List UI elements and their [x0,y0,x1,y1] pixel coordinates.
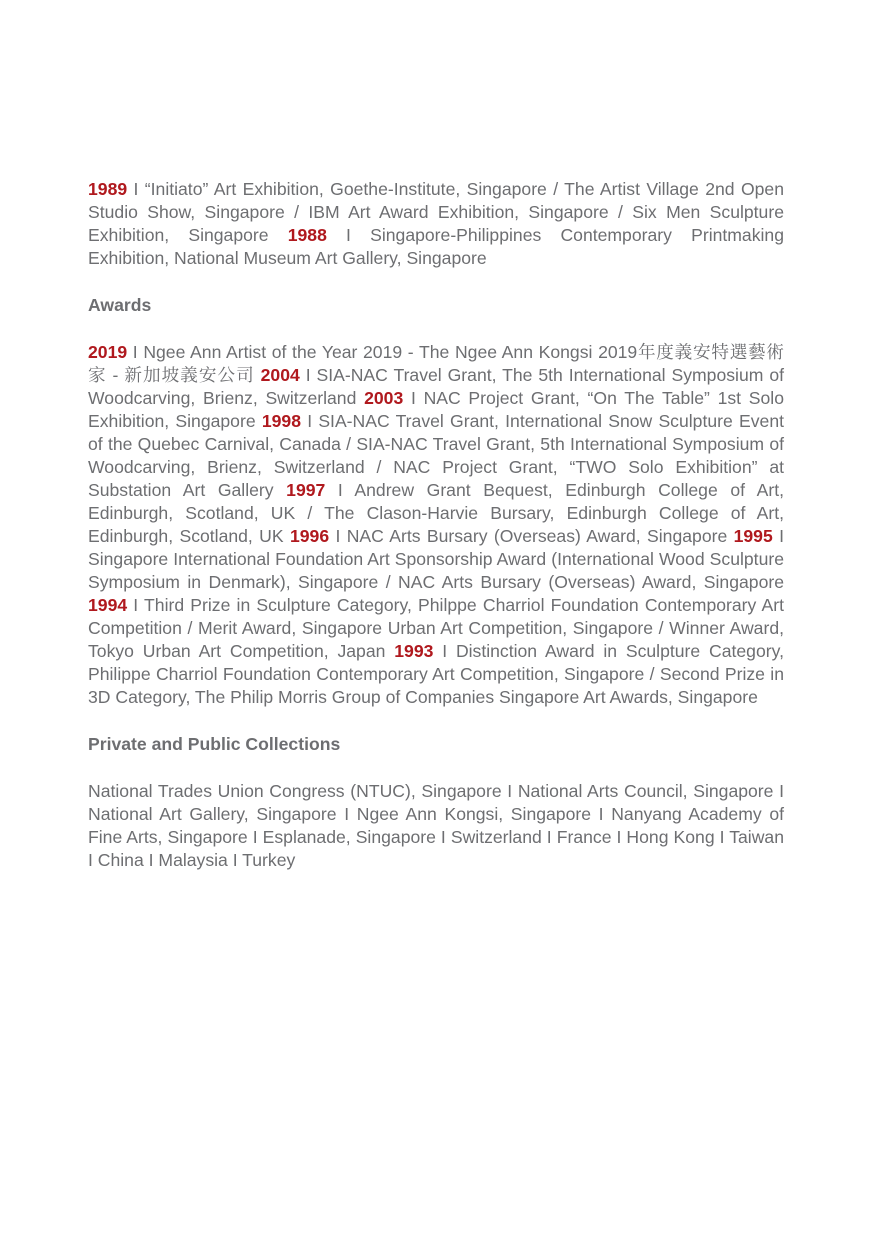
year-label: 1998 [261,411,301,431]
year-label: 1995 [733,526,773,546]
entry-text: I “Initiato” Art Exhibition, Goethe-Institute, Singapore / The Artist Village 2nd Open Studio Show, Singapore / IBM Art Award Exhibition, Singapore / Six Men Sculpture Exhibition, Singapore [88,179,784,245]
entry-text: I SIA-NAC Travel Grant, International Snow Sculpture Event of the Quebec Carnival, Canada / SIA-NAC Travel Grant, 5th International Symposium of Woodcarving, Brienz, Switzerland / NAC Project Grant, “TWO Solo Exhibition” at Substation Art Gallery [88,411,784,500]
year-label: 2003 [364,388,404,408]
entry-text: I SIA-NAC Travel Grant, The 5th International Symposium of Woodcarving, Brienz, Switzerland [88,365,784,408]
entry-text: I Ngee Ann Artist of the Year 2019 - The Ngee Ann Kongsi 2019年度義安特選藝術家 - 新加坡義安公司 [88,342,784,385]
document-page [88,178,784,872]
year-label: 1989 [88,179,128,199]
entry-text: I Singapore International Foundation Art Sponsorship Award (International Wood Sculpture Symposium in Denmark), Singapore / NAC Arts Bursary (Overseas) Award, Singapore [88,526,784,592]
year-label: 1997 [286,480,326,500]
collections-paragraph: National Trades Union Congress (NTUC), Singapore I National Arts Council, Singapore I National Art Gallery, Singapore I Ngee Ann Kongsi, Singapore I Nanyang Academy of Fine Arts, Singapore I Esplanade, Singapore I Switzerland I France I Hong Kong I Taiwan I China I Malaysia I Turkey [88,781,784,870]
exhibitions-paragraph [88,178,784,270]
awards-heading: Awards [88,295,152,315]
year-label: 2019 [88,342,128,362]
entry-text: I NAC Project Grant, “On The Table” 1st Solo Exhibition, Singapore [88,388,784,431]
year-label: 1993 [394,641,434,661]
year-label: 2004 [260,365,300,385]
entry-text: I Andrew Grant Bequest, Edinburgh College of Art, Edinburgh, Scotland, UK / The Clason-Harvie Bursary, Edinburgh College of Art, Edinburgh, Scotland, UK [88,480,784,546]
entry-text: I Singapore-Philippines Contemporary Printmaking Exhibition, National Museum Art Gallery, Singapore [88,225,784,268]
entry-text: I Distinction Award in Sculpture Category, Philippe Charriol Foundation Contemporary Art Competition, Singapore / Second Prize in 3D Category, The Philip Morris Group of Companies Singapore Art Awards, Singapore [88,641,784,707]
awards-paragraph [88,341,784,709]
year-label: 1988 [287,225,327,245]
entry-text: I Third Prize in Sculpture Category, Philppe Charriol Foundation Contemporary Art Competition / Merit Award, Singapore Urban Art Competition, Singapore / Winner Award, Tokyo Urban Art Competition, Japan [88,595,784,661]
entry-text: I NAC Arts Bursary (Overseas) Award, Singapore [329,526,734,546]
year-label: 1994 [88,595,128,615]
collections-heading: Private and Public Collections [88,734,341,754]
year-label: 1996 [289,526,330,546]
